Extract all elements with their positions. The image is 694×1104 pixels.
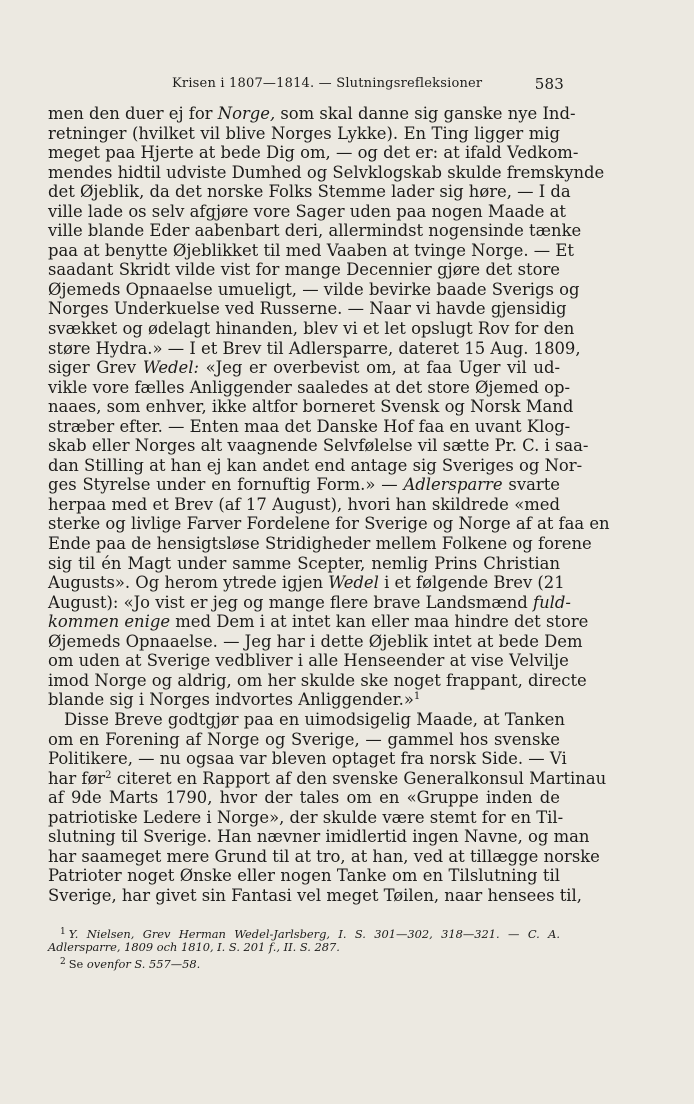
text-line <box>48 631 583 652</box>
text-segment: om en Forening af Norge og Sverige, — gammel hos svenske <box>48 729 560 749</box>
text-line <box>48 124 560 144</box>
text-segment: med Dem i at intet kan eller maa hindre det store <box>170 612 589 632</box>
text-line <box>48 182 571 202</box>
text-line <box>48 885 582 906</box>
text-segment: «Jeg er overbevist om, at faa Uger vil ud- <box>198 358 560 378</box>
text-segment: Øjemeds Opnaaelse umueligt, — vilde bevirke baade Sverigs og <box>48 279 580 299</box>
text-segment: herpaa med et Brev (af 17 August), hvori han skildrede «med <box>48 494 560 514</box>
text-line <box>48 143 579 163</box>
text-line <box>48 612 589 632</box>
text-line <box>48 866 560 886</box>
text-segment: om uden at Sverige vedbliver i alle Henseender at vise Velvilje <box>48 651 569 671</box>
text-line <box>48 319 575 339</box>
text-line <box>48 299 567 319</box>
text-line <box>48 807 564 828</box>
text-line <box>48 338 581 359</box>
italic-text: kommen enige <box>48 612 171 632</box>
text-segment: Se <box>68 957 87 971</box>
italic-text: Adlersparre <box>403 475 503 495</box>
text-line <box>48 788 560 808</box>
text-segment: ges Styrelse under en fornuftig Form.» — <box>48 475 404 495</box>
footnote-mark: 2 <box>60 957 66 967</box>
text-line <box>48 709 565 730</box>
text-segment: August): «Jo vist er jeg og mange flere brave Landsmænd <box>48 592 533 612</box>
footnote-reference: 2 <box>105 769 112 781</box>
text-segment: ville blande Eder aabenbart deri, allermindst nogensinde tænke <box>48 221 582 241</box>
text-segment: Norges Underkuelse ved Russerne. — Naar vi havde gjensidig <box>48 299 567 319</box>
text-segment: svarte <box>502 475 560 495</box>
text-line <box>48 768 607 789</box>
page-number: 583 <box>534 75 564 93</box>
text-segment: saadant Skridt vilde vist for mange Decennier gjøre det store <box>48 260 560 280</box>
text-segment: patriotiske Ledere i Norge», der skulde være stemt for en Til- <box>48 807 564 827</box>
footnote-line <box>48 955 560 970</box>
text-segment: meget paa Hjerte at bede Dig om, — og det er: at ifald Vedkom- <box>48 143 579 163</box>
text-segment: Ende paa de hensigtsløse Stridigheder mellem Folkene og forene <box>48 534 592 554</box>
text-segment: ville lade os selv afgjøre vore Sager uden paa nogen Maade at <box>48 201 566 221</box>
text-line <box>48 455 583 476</box>
text-line <box>48 495 560 515</box>
italic-text: Y. Nielsen, Grev Herman Wedel-Jarlsberg, I. S. 301—302, 318—321. — C. A. <box>68 927 560 941</box>
text-segment: det Øjeblik, da det norske Folks Stemme lader sig høre, — I da <box>48 182 571 202</box>
text-line <box>48 534 592 554</box>
text-segment: Øjemeds Opnaaelse. — Jeg har i dette Øjeblik intet at bede Dem <box>48 631 583 651</box>
text-segment: har før <box>48 768 106 788</box>
footnote-mark: 1 <box>60 927 66 937</box>
text-segment: har saameget mere Grund til at tro, at han, ved at tillægge norske <box>48 846 600 866</box>
text-segment: paa at benytte Øjeblikket til med Vaaben at tvinge Norge. — Et <box>48 240 574 260</box>
footnotes <box>48 925 560 970</box>
text-line <box>48 554 560 574</box>
text-segment: Sverige, har givet sin Fantasi vel meget Tøilen, naar hensees til, <box>48 885 582 905</box>
text-line <box>48 416 571 437</box>
text-line <box>48 573 565 593</box>
text-line <box>48 377 571 398</box>
text-segment: naaes, som enhver, ikke altfor borneret Svensk og Norsk Mand <box>48 397 574 417</box>
text-segment: Augusts». Og herom ytrede igjen <box>48 573 329 593</box>
text-line <box>48 651 569 671</box>
text-segment: slutning til Sverige. Han nævner imidlertid ingen Navne, og man <box>48 827 590 847</box>
body-text <box>48 104 610 905</box>
italic-text: fuld- <box>533 592 571 612</box>
text-segment: Patrioter noget Ønske eller nogen Tanke om en Tilslutning til <box>48 866 560 886</box>
running-title: Krisen i 1807—1814. — Slutningsrefleksioner <box>172 76 483 91</box>
text-segment: svækket og ødelagt hinanden, blev vi et let opslugt Rov for den <box>48 319 575 339</box>
text-line <box>48 749 567 769</box>
text-line <box>48 475 560 495</box>
text-segment: som skal danne sig ganske nye Ind- <box>275 104 576 123</box>
footnote-line <box>48 940 560 955</box>
text-line <box>48 279 580 300</box>
text-segment: af 9de Marts 1790, hvor der tales om en «Gruppe inden de <box>48 788 560 808</box>
text-line <box>48 592 571 613</box>
text-segment: sig til én Magt under samme Scepter, nemlig Prins Christian <box>48 553 560 573</box>
italic-text: ovenfor S. 557—58. <box>86 957 201 971</box>
text-line <box>48 162 605 183</box>
text-line <box>48 827 590 847</box>
text-segment: Politikere, — nu ogsaa var bleven optaget fra norsk Side. — Vi <box>48 749 567 769</box>
text-line <box>48 221 582 241</box>
text-segment: men den duer ej for <box>48 104 218 123</box>
text-line <box>48 690 560 710</box>
italic-text: Norge, <box>217 104 276 123</box>
text-segment: citeret en Rapport af den svenske Generalkonsul Martinau <box>111 768 607 788</box>
text-segment: støre Hydra.» — I et Brev til Adlersparre, dateret 15 Aug. 1809, <box>48 338 581 358</box>
text-segment: blande sig i Norges indvortes Anliggender.» <box>48 690 414 710</box>
italic-text: Adlersparre, 1809 och 1810, I. S. 201 f., II. S. 287. <box>48 940 340 954</box>
text-line <box>48 358 560 378</box>
text-line <box>48 514 610 534</box>
text-line <box>48 436 589 456</box>
text-line <box>48 240 574 261</box>
text-segment: imod Norge og aldrig, om her skulde ske noget frappant, directe <box>48 670 587 690</box>
text-line <box>48 397 574 417</box>
text-segment: siger Grev <box>48 358 143 378</box>
footnote-line <box>48 925 560 940</box>
text-segment: stræber efter. — Enten maa det Danske Hof faa en uvant Klog- <box>48 416 571 436</box>
text-line <box>48 260 560 280</box>
text-segment: dan Stilling at han ej kan andet end antage sig Sveriges og Nor- <box>48 455 583 475</box>
text-segment: mendes hidtil udviste Dumhed og Selvklogskab skulde fremskynde <box>48 162 605 182</box>
text-line <box>48 846 600 867</box>
text-line <box>48 730 560 750</box>
italic-text: Wedel <box>328 573 379 593</box>
text-line <box>48 201 566 222</box>
text-segment: sterke og livlige Farver Fordelene for Sverige og Norge af at faa en <box>48 514 610 534</box>
text-line <box>48 104 576 124</box>
text-segment: retninger (hvilket vil blive Norges Lykke). En Ting ligger mig <box>48 123 560 143</box>
text-line <box>48 670 587 691</box>
text-segment: i et følgende Brev (21 <box>378 573 565 593</box>
footnote-reference: 1 <box>413 691 421 703</box>
italic-text: Wedel: <box>142 358 199 378</box>
text-segment: vikle vore fælles Anliggender saaledes at det store Øjemed op- <box>48 377 571 397</box>
text-segment: skab eller Norges alt vaagnende Selvfølelse vil sætte Pr. C. i saa- <box>48 436 589 456</box>
text-segment: Disse Breve godtgjør paa en uimodsigelig Maade, at Tanken <box>64 709 565 729</box>
